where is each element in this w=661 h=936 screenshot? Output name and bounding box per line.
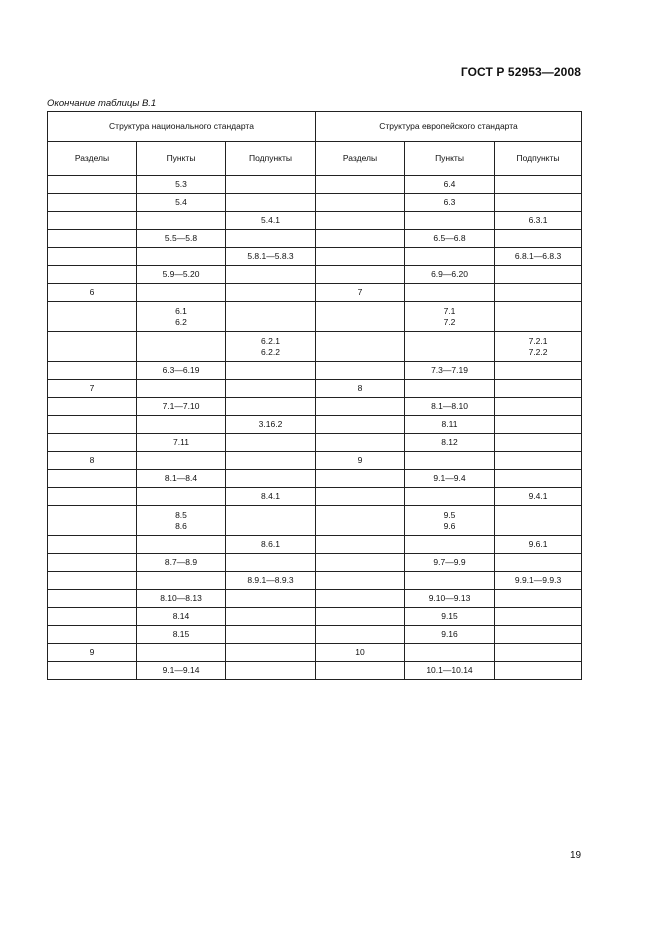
table-cell [495, 380, 582, 398]
table-cell [495, 452, 582, 470]
table-cell: 5.4.1 [226, 212, 316, 230]
table-cell [405, 644, 495, 662]
table-cell [495, 194, 582, 212]
table-cell: 9.16 [405, 626, 495, 644]
table-row [48, 590, 582, 608]
table-cell [316, 554, 405, 572]
table-cell [316, 302, 405, 332]
table-cell [48, 212, 137, 230]
table-cell: 6.3.1 [495, 212, 582, 230]
table-cell: 6.5—6.8 [405, 230, 495, 248]
table-cell: 8.1—8.4 [137, 470, 226, 488]
table-cell [405, 380, 495, 398]
table-row [48, 662, 582, 680]
table-cell [226, 332, 316, 362]
cell-line: 7.2.2 [528, 346, 548, 357]
table-row [48, 176, 582, 194]
table-row [48, 470, 582, 488]
table-cell: 7.1—7.10 [137, 398, 226, 416]
group-header-row [48, 112, 582, 142]
table-cell [226, 266, 316, 284]
table-cell [137, 536, 226, 554]
table-cell [226, 230, 316, 248]
cell-line: 7.1 [443, 305, 456, 316]
cell-line: 8.6 [175, 520, 187, 531]
table-cell: 6.8.1—6.8.3 [495, 248, 582, 266]
table-row [48, 248, 582, 266]
table-cell: 7 [316, 284, 405, 302]
table-row [48, 332, 582, 362]
table-cell [316, 398, 405, 416]
table-row [48, 434, 582, 452]
table-cell [316, 194, 405, 212]
table-cell [316, 266, 405, 284]
table-row [48, 644, 582, 662]
table-cell: 9.6.1 [495, 536, 582, 554]
table-cell: 9.1—9.4 [405, 470, 495, 488]
table-cell [316, 230, 405, 248]
table-cell [48, 194, 137, 212]
table-cell [48, 248, 137, 266]
table-cell [495, 302, 582, 332]
table-cell: 8.10—8.13 [137, 590, 226, 608]
document-code: ГОСТ Р 52953—2008 [460, 65, 581, 79]
table-cell: 8.15 [137, 626, 226, 644]
table-cell: 10 [316, 644, 405, 662]
cell-line: 6.2 [175, 316, 187, 327]
table-cell [495, 470, 582, 488]
table-row [48, 416, 582, 434]
table-cell: 9.7—9.9 [405, 554, 495, 572]
table-cell: 5.4 [137, 194, 226, 212]
table-cell [495, 662, 582, 680]
table-cell [48, 554, 137, 572]
table-cell [495, 398, 582, 416]
table-cell [48, 176, 137, 194]
column-header-row [48, 142, 582, 176]
table-row [48, 380, 582, 398]
table-cell [316, 590, 405, 608]
column-header: Разделы [316, 142, 405, 176]
table-cell [495, 362, 582, 380]
table-cell: 8.12 [405, 434, 495, 452]
table-cell: 7 [48, 380, 137, 398]
table-cell: 3.16.2 [226, 416, 316, 434]
table-cell [48, 590, 137, 608]
table-cell: 9.4.1 [495, 488, 582, 506]
column-header: Подпункты [226, 142, 316, 176]
table-row [48, 302, 582, 332]
table-cell [48, 626, 137, 644]
table-cell [495, 626, 582, 644]
table-cell [405, 212, 495, 230]
table-cell [405, 506, 495, 536]
table-cell: 6.3—6.19 [137, 362, 226, 380]
table-cell [405, 452, 495, 470]
table-cell [495, 608, 582, 626]
table-cell [137, 380, 226, 398]
table-row [48, 194, 582, 212]
table-cell: 5.8.1—5.8.3 [226, 248, 316, 266]
table-cell [226, 398, 316, 416]
table-row [48, 536, 582, 554]
table-cell [495, 230, 582, 248]
table-cell [226, 362, 316, 380]
cell-line: 7.2 [443, 316, 456, 327]
table-cell [48, 230, 137, 248]
table-row [48, 266, 582, 284]
cell-line: 9.5 [443, 509, 456, 520]
table-cell [48, 506, 137, 536]
table-cell: 6 [48, 284, 137, 302]
table-cell [316, 416, 405, 434]
table-cell [48, 398, 137, 416]
table-cell [48, 470, 137, 488]
table-cell [48, 608, 137, 626]
table-cell: 9.10—9.13 [405, 590, 495, 608]
table-cell [495, 416, 582, 434]
table-row [48, 506, 582, 536]
table-cell [137, 488, 226, 506]
cell-line: 6.2.2 [261, 346, 280, 357]
table-cell [226, 554, 316, 572]
table-cell [226, 662, 316, 680]
table-cell [316, 176, 405, 194]
cell-line: 9.6 [443, 520, 456, 531]
table-cell [48, 536, 137, 554]
table-cell [137, 572, 226, 590]
table-cell [316, 470, 405, 488]
table-cell [495, 554, 582, 572]
table-row [48, 452, 582, 470]
table-cell: 8.14 [137, 608, 226, 626]
column-header: Подпункты [495, 142, 582, 176]
table-cell [226, 194, 316, 212]
table-cell [48, 488, 137, 506]
correspondence-table [47, 111, 582, 680]
table-cell: 8.1—8.10 [405, 398, 495, 416]
table-cell [226, 644, 316, 662]
table-cell: 8.6.1 [226, 536, 316, 554]
table-cell [316, 536, 405, 554]
cell-line: 6.1 [175, 305, 187, 316]
table-cell [48, 266, 137, 284]
table-cell [316, 608, 405, 626]
table-cell [316, 662, 405, 680]
table-cell: 9 [316, 452, 405, 470]
table-cell [48, 302, 137, 332]
table-cell [137, 506, 226, 536]
column-header: Разделы [48, 142, 137, 176]
table-cell [316, 332, 405, 362]
cell-line: 8.5 [175, 509, 187, 520]
table-cell [137, 248, 226, 266]
table-cell [48, 572, 137, 590]
table-cell: 5.5—5.8 [137, 230, 226, 248]
table-cell [137, 302, 226, 332]
table-cell [495, 434, 582, 452]
table-cell [137, 212, 226, 230]
table-cell [137, 416, 226, 434]
table-cell [226, 608, 316, 626]
table-cell: 9 [48, 644, 137, 662]
table-cell: 6.3 [405, 194, 495, 212]
table-cell: 6.4 [405, 176, 495, 194]
table-cell: 8 [48, 452, 137, 470]
table-row [48, 608, 582, 626]
table-cell: 6.9—6.20 [405, 266, 495, 284]
table-cell [226, 302, 316, 332]
table-cell [495, 590, 582, 608]
table-cell [405, 536, 495, 554]
table-cell [316, 572, 405, 590]
national-structure-header: Структура национального стандарта [48, 112, 316, 142]
column-header: Пункты [137, 142, 226, 176]
table-cell [226, 590, 316, 608]
table-cell [316, 362, 405, 380]
table-cell: 7.11 [137, 434, 226, 452]
table-cell [316, 488, 405, 506]
european-structure-header: Структура европейского стандарта [316, 112, 582, 142]
table-row [48, 398, 582, 416]
table-caption: Окончание таблицы В.1 [47, 98, 157, 109]
table-row [48, 284, 582, 302]
table-cell: 8.9.1—8.9.3 [226, 572, 316, 590]
table-cell [48, 332, 137, 362]
table-row [48, 572, 582, 590]
table-cell: 8.11 [405, 416, 495, 434]
table-cell: 9.15 [405, 608, 495, 626]
table-row [48, 554, 582, 572]
table-cell [316, 212, 405, 230]
table-cell [226, 470, 316, 488]
table-cell [405, 332, 495, 362]
table-cell [137, 644, 226, 662]
table-cell: 5.3 [137, 176, 226, 194]
table-cell [226, 434, 316, 452]
table-cell [405, 572, 495, 590]
page-number: 19 [570, 850, 582, 861]
table-cell: 8.7—8.9 [137, 554, 226, 572]
table-cell: 7.3—7.19 [405, 362, 495, 380]
table-cell [495, 284, 582, 302]
table-cell [48, 416, 137, 434]
table-cell [405, 284, 495, 302]
table-cell [226, 176, 316, 194]
table-cell [137, 332, 226, 362]
table-cell [495, 332, 582, 362]
table-cell [495, 506, 582, 536]
table-row [48, 212, 582, 230]
table-cell [405, 488, 495, 506]
table-cell [226, 626, 316, 644]
table-row [48, 230, 582, 248]
table-cell: 8 [316, 380, 405, 398]
table-cell: 8.4.1 [226, 488, 316, 506]
table-row [48, 626, 582, 644]
table-cell [405, 302, 495, 332]
table-cell [137, 284, 226, 302]
cell-line: 6.2.1 [261, 335, 280, 346]
table-row [48, 488, 582, 506]
table-cell [137, 452, 226, 470]
table-cell [316, 626, 405, 644]
table-cell [226, 284, 316, 302]
table-cell [48, 662, 137, 680]
table-cell [495, 644, 582, 662]
table-cell [316, 434, 405, 452]
table-cell [226, 452, 316, 470]
table-cell [495, 266, 582, 284]
table-cell [316, 506, 405, 536]
table-cell [495, 176, 582, 194]
table-cell [405, 248, 495, 266]
table-cell: 5.9—5.20 [137, 266, 226, 284]
table-cell [226, 506, 316, 536]
table-cell: 9.1—9.14 [137, 662, 226, 680]
table-cell: 10.1—10.14 [405, 662, 495, 680]
table-row [48, 362, 582, 380]
table-cell: 9.9.1—9.9.3 [495, 572, 582, 590]
column-header: Пункты [405, 142, 495, 176]
cell-line: 7.2.1 [528, 335, 548, 346]
table-cell [226, 380, 316, 398]
table-cell [316, 248, 405, 266]
table-cell [48, 434, 137, 452]
table-cell [48, 362, 137, 380]
